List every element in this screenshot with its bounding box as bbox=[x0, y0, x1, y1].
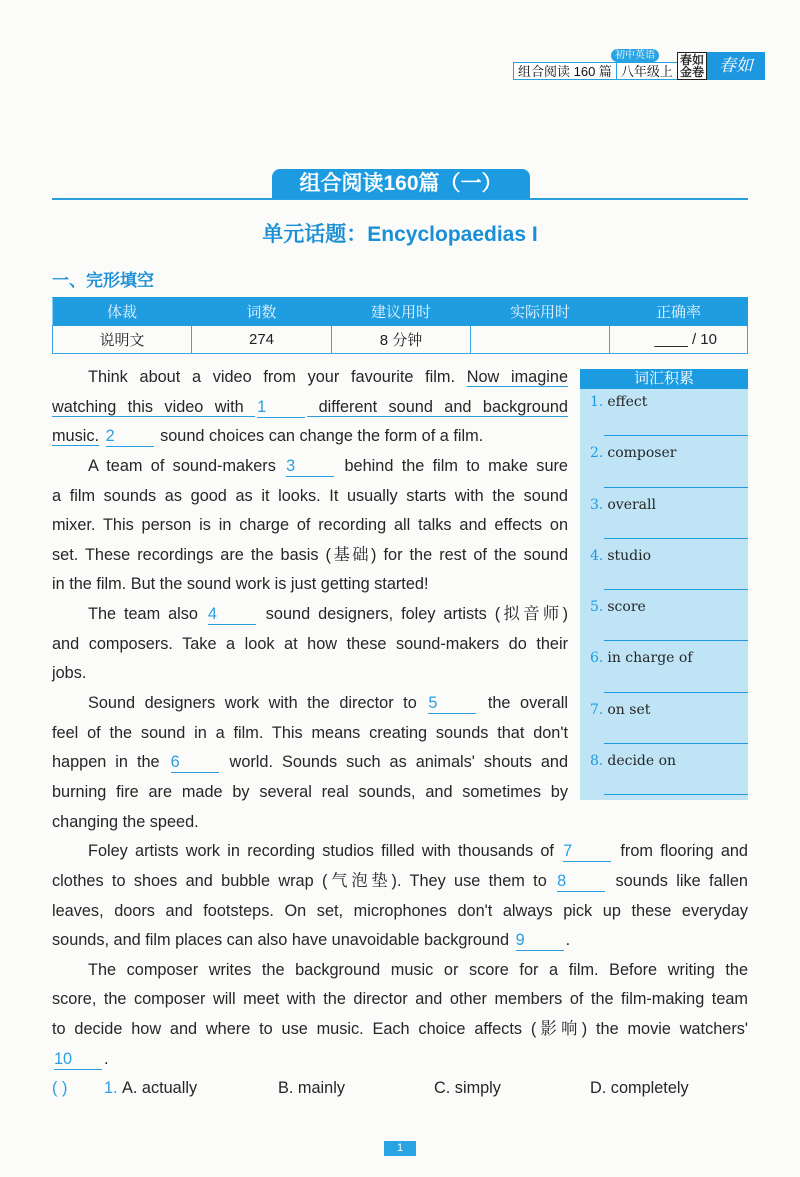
cell-words: 274 bbox=[192, 326, 332, 354]
text: The composer writes the background music or score for a film. Before writing the bbox=[88, 960, 748, 979]
text: sounds like fallen bbox=[607, 871, 748, 890]
text-line bbox=[52, 363, 568, 393]
vocab-item bbox=[580, 389, 748, 440]
text-line bbox=[52, 1015, 748, 1045]
vocab-number: 8. bbox=[590, 753, 604, 770]
vocab-word: composer bbox=[607, 445, 677, 462]
paragraph bbox=[52, 837, 748, 956]
brand-logo: 春如 bbox=[707, 52, 765, 80]
option-b[interactable]: B. mainly bbox=[278, 1079, 345, 1097]
vocab-number: 1. bbox=[590, 394, 604, 410]
cell-actual-time bbox=[471, 326, 610, 354]
text: in the film. But the sound work is just getting started! bbox=[52, 575, 429, 594]
blank-1[interactable]: 1 bbox=[257, 397, 305, 418]
text bbox=[99, 427, 104, 445]
vocab-item bbox=[580, 645, 748, 696]
vocab-number: 4. bbox=[590, 547, 604, 564]
text-line bbox=[52, 452, 568, 482]
vocab-number: 2. bbox=[590, 445, 604, 462]
text: sound choices can change the form of a film. bbox=[155, 427, 484, 446]
vocab-item bbox=[580, 492, 748, 543]
subject-tag: 初中英语 bbox=[611, 49, 659, 62]
grade-label: 八年级上 bbox=[616, 62, 677, 80]
text: a film sounds as good as it looks. It usually starts with the sound bbox=[52, 486, 568, 505]
text-line bbox=[52, 719, 568, 749]
col-header: 体裁 bbox=[53, 298, 192, 326]
text-line bbox=[52, 689, 568, 719]
vocab-item bbox=[580, 594, 748, 645]
option-d[interactable]: D. completely bbox=[590, 1079, 689, 1097]
text: The team also bbox=[88, 605, 206, 624]
vocab-number: 6. bbox=[590, 650, 604, 667]
text: and composers. Take a look at how these sound-makers do their bbox=[52, 634, 568, 653]
text: changing the speed. bbox=[52, 812, 199, 831]
text: Sound designers work with the director to bbox=[88, 694, 427, 713]
text: set. These recordings are the basis (基础) for the rest of the sound bbox=[52, 545, 568, 564]
vocab-item bbox=[580, 748, 748, 799]
underlined-text: watching this video with bbox=[52, 397, 256, 416]
vocab-item bbox=[580, 440, 748, 491]
text-line bbox=[52, 808, 568, 838]
text: to decide how and where to use music. Each choice affects (影响) the movie watchers' bbox=[52, 1020, 748, 1039]
page-number: 1 bbox=[384, 1141, 416, 1156]
text-line bbox=[52, 659, 568, 689]
brand-label: 春如金卷 bbox=[677, 52, 707, 80]
question-number: 1. bbox=[104, 1079, 118, 1097]
text-line bbox=[52, 600, 568, 630]
paragraph bbox=[52, 956, 748, 1075]
text: . bbox=[104, 1049, 109, 1068]
col-header: 实际用时 bbox=[471, 298, 610, 326]
text-line bbox=[52, 985, 748, 1015]
vocab-word: overall bbox=[607, 496, 656, 513]
underlined-text: music. bbox=[52, 427, 100, 446]
question-1 bbox=[52, 1079, 752, 1101]
series-label: 组合阅读 160 篇 bbox=[513, 62, 616, 80]
text: . bbox=[565, 931, 571, 950]
text: feel of the sound in a film. This means creating sounds that don't bbox=[52, 723, 568, 742]
vocab-word: in charge of bbox=[607, 650, 693, 667]
running-header bbox=[513, 50, 765, 80]
option-c[interactable]: C. simply bbox=[434, 1079, 501, 1097]
text: A team of sound-makers bbox=[88, 456, 285, 475]
text-line bbox=[52, 630, 568, 660]
text-line bbox=[52, 511, 568, 541]
blank-2[interactable]: 2 bbox=[106, 426, 154, 447]
text-line bbox=[52, 897, 748, 927]
text-line bbox=[52, 482, 568, 512]
vocab-word: decide on bbox=[607, 753, 677, 770]
blank-5[interactable]: 5 bbox=[428, 693, 476, 714]
text: the overall bbox=[478, 694, 568, 713]
text: sounds, and film places can also have unavoidable background bbox=[52, 931, 514, 950]
unit-topic: 单元话题：Encyclopaedias I bbox=[262, 223, 538, 246]
text: world. Sounds such as animals' shouts and bbox=[220, 753, 568, 772]
text: clothes to shoes and bubble wrap (气泡垫). They use them to bbox=[52, 871, 556, 890]
blank-3[interactable]: 3 bbox=[286, 456, 334, 477]
vocab-box bbox=[580, 369, 748, 800]
text: behind the film to make sure bbox=[336, 456, 568, 475]
underlined-text: different sound and background bbox=[307, 397, 568, 416]
vocab-item bbox=[580, 543, 748, 594]
blank-4[interactable]: 4 bbox=[208, 604, 256, 625]
section-heading: 一、完形填空 bbox=[52, 271, 154, 290]
info-table bbox=[52, 297, 748, 354]
vocab-number: 5. bbox=[590, 599, 604, 616]
text-line bbox=[52, 837, 748, 867]
text-line bbox=[52, 778, 568, 808]
text: leaves, doors and footsteps. On set, microphones don't always pick up these everyday bbox=[52, 901, 748, 920]
text-line bbox=[52, 926, 748, 956]
text: happen in the bbox=[52, 753, 169, 772]
option-a[interactable]: A. actually bbox=[122, 1079, 198, 1097]
text: Think about a video from your favourite film. bbox=[88, 368, 467, 386]
text-line bbox=[52, 570, 568, 600]
col-header: 词数 bbox=[192, 298, 332, 326]
vocab-word: effect bbox=[607, 394, 648, 410]
blank-8[interactable]: 8 bbox=[557, 871, 605, 892]
col-header: 正确率 bbox=[610, 298, 748, 326]
text: score, the composer will meet with the director and other members of the film-making team bbox=[52, 990, 748, 1009]
blank-7[interactable]: 7 bbox=[563, 841, 611, 862]
text-line bbox=[52, 1045, 748, 1075]
vocab-word: on set bbox=[607, 701, 651, 718]
answer-blank[interactable]: ( ) bbox=[52, 1079, 68, 1097]
cell-genre: 说明文 bbox=[53, 326, 192, 354]
vocab-list bbox=[580, 389, 748, 799]
vocab-word: studio bbox=[607, 547, 652, 564]
text-line bbox=[52, 867, 748, 897]
vocab-number: 3. bbox=[590, 496, 604, 513]
text-line bbox=[52, 541, 568, 571]
blank-6[interactable]: 6 bbox=[171, 752, 219, 773]
vocab-title: 词汇积累 bbox=[580, 369, 748, 389]
text: Foley artists work in recording studios filled with thousands of bbox=[88, 842, 562, 861]
text: from flooring and bbox=[613, 842, 748, 861]
text-line bbox=[52, 393, 568, 423]
vocab-item bbox=[580, 697, 748, 748]
text: burning fire are made by several real sounds, and sometimes by bbox=[52, 782, 568, 801]
text-line bbox=[52, 956, 748, 986]
text-line bbox=[52, 748, 568, 778]
blank-10[interactable]: 10 bbox=[54, 1049, 102, 1070]
blank-9[interactable]: 9 bbox=[516, 930, 564, 951]
text: jobs. bbox=[52, 664, 87, 683]
text: sound designers, foley artists (拟音师) bbox=[257, 605, 568, 624]
vocab-number: 7. bbox=[590, 701, 604, 718]
col-header: 建议用时 bbox=[332, 298, 471, 326]
underlined-text: Now imagine bbox=[466, 368, 568, 386]
vocab-word: score bbox=[607, 599, 646, 616]
text-line bbox=[52, 422, 568, 452]
text: mixer. This person is in charge of recording all talks and effects on bbox=[52, 516, 568, 535]
page-title: 组合阅读160篇（一） bbox=[272, 169, 530, 199]
cell-accuracy: ____ / 10 bbox=[610, 326, 748, 354]
cell-time: 8 分钟 bbox=[332, 326, 471, 354]
